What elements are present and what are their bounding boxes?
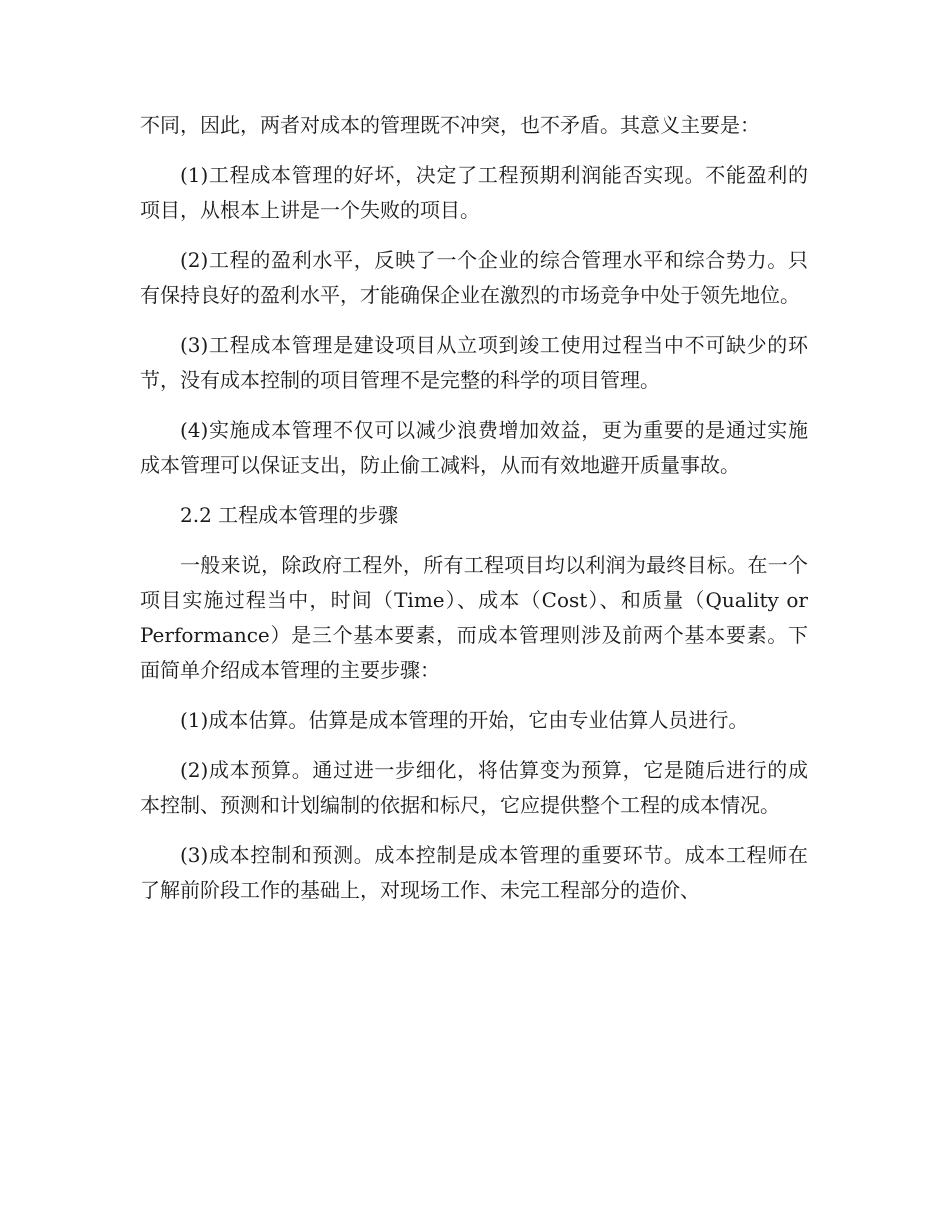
- paragraph-intro: 一般来说，除政府工程外，所有工程项目均以利润为最终目标。在一个项目实施过程当中，时间（Time）、成本（Cost）、和质量（Quality or Performance）是三个基本要素，而成本管理则涉及前两个基本要素。下面简单介绍成本管理的主要步骤：: [140, 553, 808, 682]
- paragraph-step-1: (1)成本估算。估算是成本管理的开始，它由专业估算人员进行。: [180, 708, 749, 732]
- paragraph-step-3: (3)成本控制和预测。成本控制是成本管理的重要环节。成本工程师在了解前阶段工作的基础上，对现场工作、未完工程部分的造价、: [140, 843, 808, 902]
- paragraph-point-4: (4)实施成本管理不仅可以减少浪费增加效益，更为重要的是通过实施成本管理可以保证支出，防止偷工减料，从而有效地避开质量事故。: [140, 418, 808, 477]
- paragraph-point-2: (2)工程的盈利水平，反映了一个企业的综合管理水平和综合势力。只有保持良好的盈利水平，才能确保企业在激烈的市场竞争中处于领先地位。: [140, 248, 808, 307]
- paragraph-step-2: (2)成本预算。通过进一步细化，将估算变为预算，它是随后进行的成本控制、预测和计划编制的依据和标尺，它应提供整个工程的成本情况。: [140, 758, 808, 817]
- paragraph-point-1: (1)工程成本管理的好坏，决定了工程预期利润能否实现。不能盈利的项目，从根本上讲是一个失败的项目。: [140, 163, 808, 222]
- paragraph-point-3: (3)工程成本管理是建设项目从立项到竣工使用过程当中不可缺少的环节，没有成本控制的项目管理不是完整的科学的项目管理。: [140, 333, 808, 392]
- document-page: [140, 108, 808, 923]
- paragraph-continuation: 不同，因此，两者对成本的管理既不冲突，也不矛盾。其意义主要是：: [140, 113, 760, 137]
- section-heading: 2.2 工程成本管理的步骤: [180, 503, 399, 527]
